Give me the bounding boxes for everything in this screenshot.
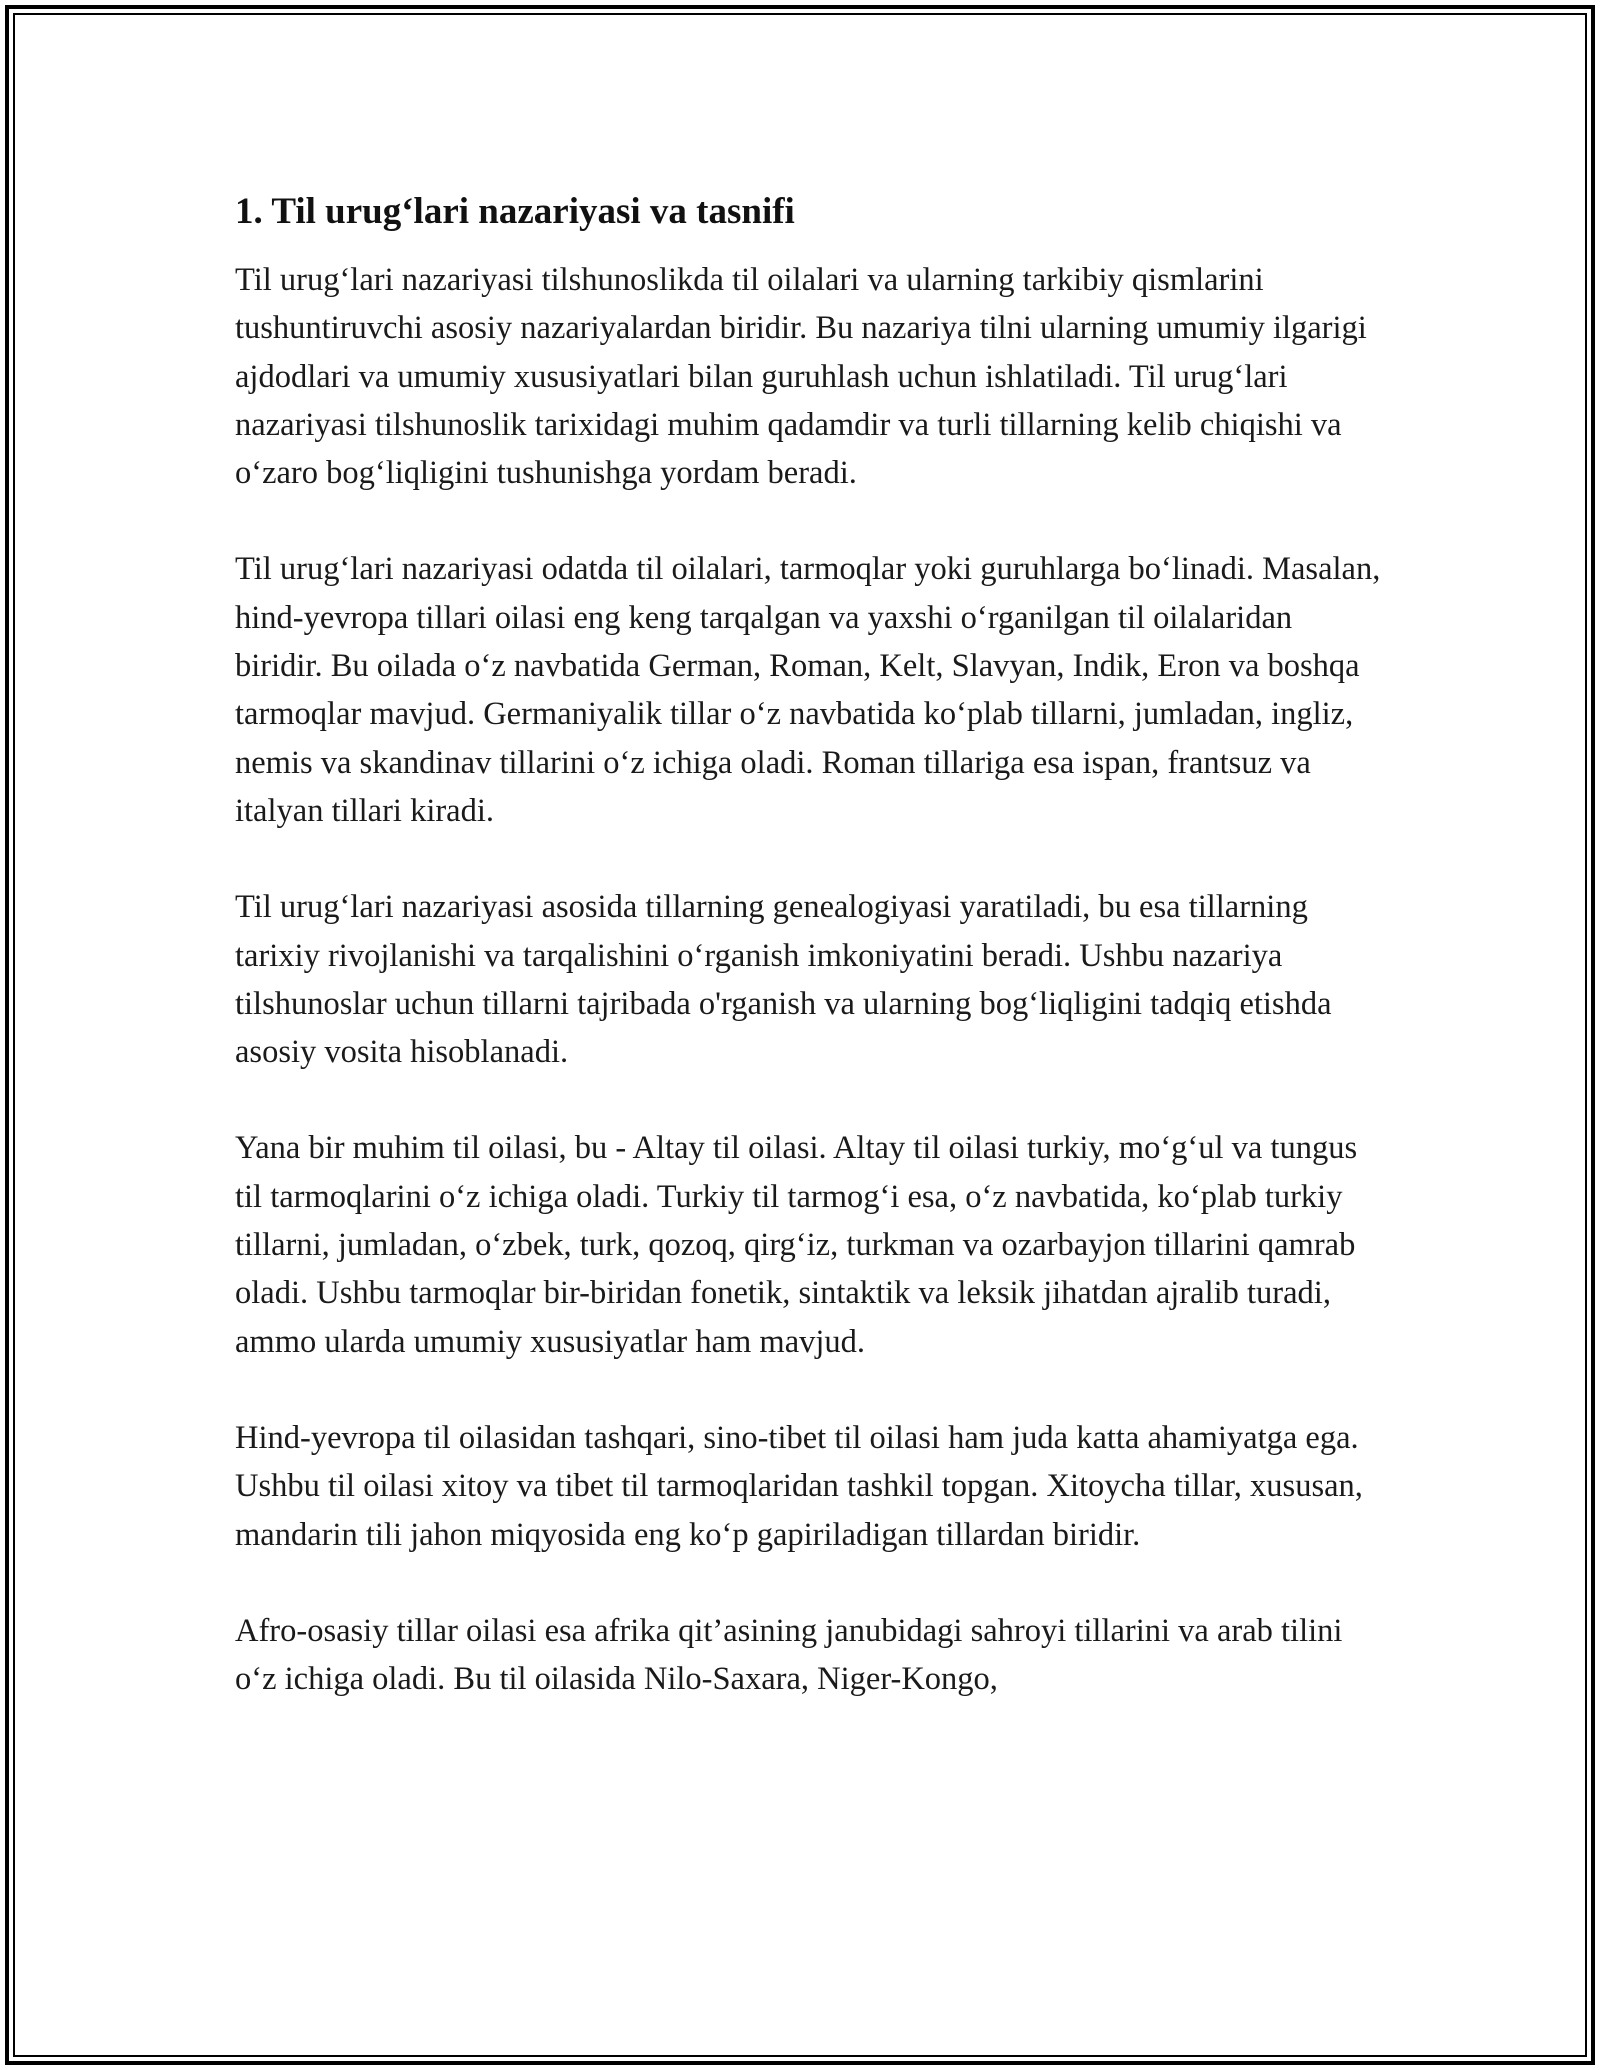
paragraph-5: Hind-yevropa til oilasidan tashqari, sino-tibet til oilasi ham juda katta ahamiyatga ega. Ushbu til oilasi xitoy va tibet til tarmoqlaridan tashkil topgan. Xitoycha tillar, xususan, mandarin tili jahon miqyosida eng ko‘p gapiriladigan tillardan biridir. <box>235 1419 1363 1553</box>
paragraph-6: Afro-osasiy tillar oilasi esa afrika qit’asining janubidagi sahroyi tillarini va arab tilini o‘z ichiga oladi. Bu til oilasida Nilo-Saxara, Niger-Kongo, <box>235 1612 1343 1698</box>
section-heading: 1. Til urug‘lari nazariyasi va tasnifi <box>235 191 795 232</box>
paragraph-1: Til urug‘lari nazariyasi tilshunoslikda til oilalari va ularning tarkibiy qismlarini tushuntiruvchi asosiy nazariyalardan biridir. Bu nazariya tilni ularning umumiy ilgarigi ajdodlari va umumiy xususiyatlari bilan guruhlash uchun ishlatiladi. Til urug‘lari nazariyasi tilshunoslik tarixidagi muhim qadamdir va turli tillarning kelib chiqishi va o‘zaro bog‘liqligini tushunishga yordam beradi. <box>235 262 1367 492</box>
document-body <box>235 188 1385 1751</box>
paragraph-2: Til urug‘lari nazariyasi odatda til oilalari, tarmoqlar yoki guruhlarga bo‘linadi. Masalan, hind-yevropa tillari oilasi eng keng tarqalgan va yaxshi o‘rganilgan til oilalaridan biridir. Bu oilada o‘z navbatida German, Roman, Kelt, Slavyan, Indik, Eron va boshqa tarmoqlar mavjud. Germaniyalik tillar o‘z navbatida ko‘plab tillarni, jumladan, ingliz, nemis va skandinav tillarini o‘z ichiga oladi. Roman tillariga esa ispan, frantsuz va italyan tillari kiradi. <box>235 551 1381 829</box>
paragraph-4: Yana bir muhim til oilasi, bu - Altay til oilasi. Altay til oilasi turkiy, mo‘g‘ul va tungus til tarmoqlarini o‘z ichiga oladi. Turkiy til tarmog‘i esa, o‘z navbatida, ko‘plab turkiy tillarni, jumladan, o‘zbek, turk, qozoq, qirg‘iz, turkman va ozarbayjon tillarini qamrab oladi. Ushbu tarmoqlar bir-biridan fonetik, sintaktik va leksik jihatdan ajralib turadi, ammo ularda umumiy xususiyatlar ham mavjud. <box>235 1130 1358 1360</box>
paragraph-3: Til urug‘lari nazariyasi asosida tillarning genealogiyasi yaratiladi, bu esa tillarning tarixiy rivojlanishi va tarqalishini o‘rganish imkoniyatini beradi. Ushbu nazariya tilshunoslar uchun tillarni tajribada o'rganish va ularning bog‘liqligini tadqiq etishda asosiy vosita hisoblanadi. <box>235 889 1332 1071</box>
